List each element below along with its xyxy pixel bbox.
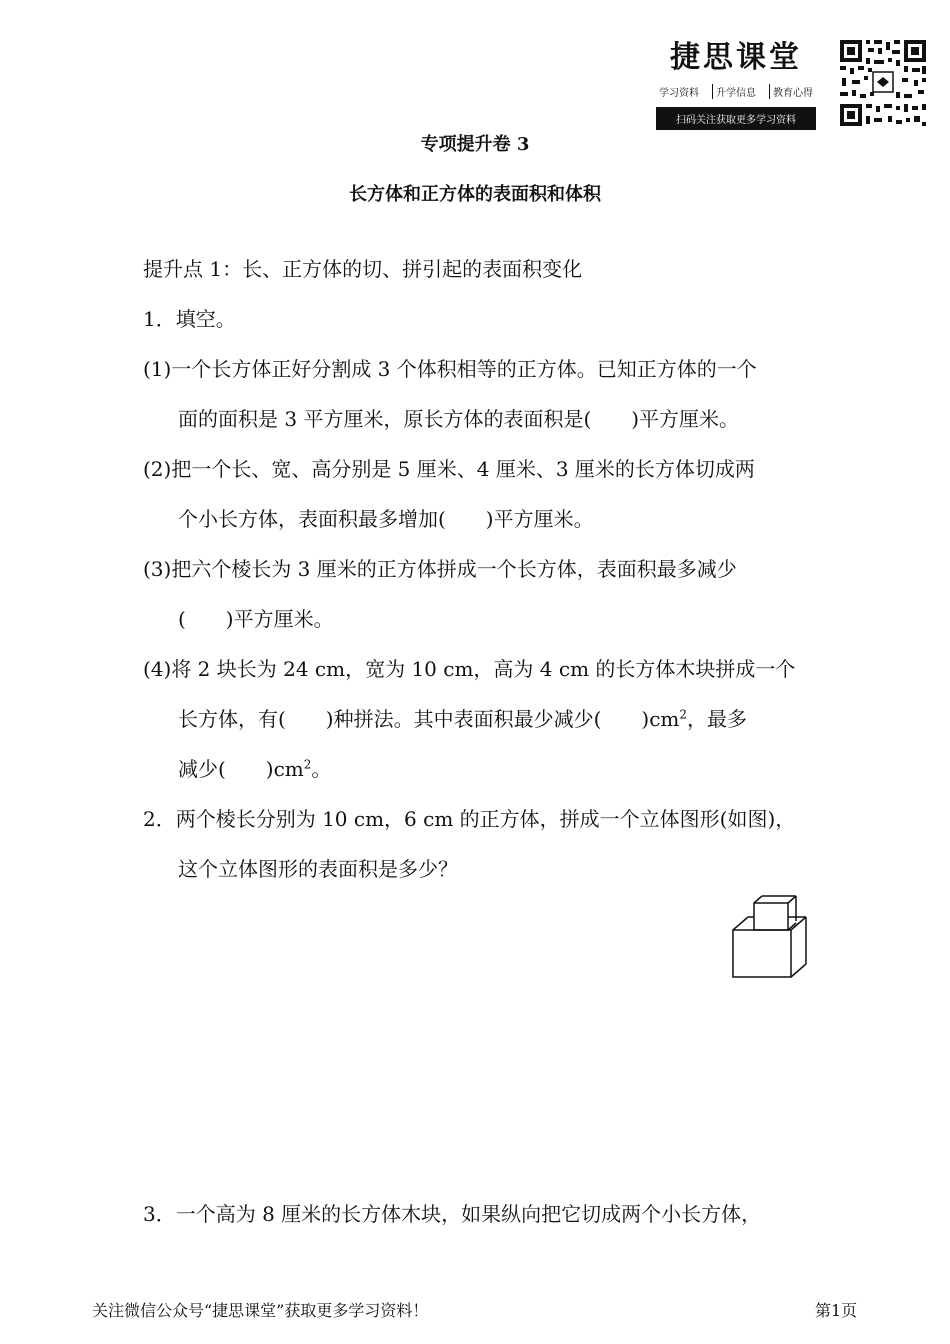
text-run: ，最多: [687, 707, 748, 731]
brand-tag: 教育心得: [769, 84, 816, 99]
question-1-part-4-cont2: [178, 753, 331, 782]
superscript: 2: [303, 757, 312, 772]
brand-name: 捷思课堂: [670, 40, 802, 75]
brand-tag: 升学信息: [712, 84, 759, 99]
brand-banner: 扫码关注获取更多学习资料: [656, 107, 816, 130]
question-1-part-1: (1)一个长方体正好分割成 3 个体积相等的正方体。已知正方体的一个: [143, 357, 757, 381]
footer-note: 关注微信公众号“捷思课堂”获取更多学习资料！: [92, 1301, 429, 1320]
superscript: 2: [679, 707, 688, 722]
stacked-cubes-figure: [730, 895, 810, 980]
question-2: 2．两个棱长分别为 10 cm，6 cm 的正方体，拼成一个立体图形(如图)，: [143, 807, 796, 831]
brand-tags: [656, 84, 816, 99]
text-run: 长方体，有( )种拼法。其中表面积最少减少( )cm: [178, 707, 680, 731]
question-2-cont: 这个立体图形的表面积是多少？: [178, 857, 458, 881]
brand-tag: 学习资料: [659, 88, 699, 99]
brand-header: [656, 32, 816, 130]
question-1-part-2-cont: 个小长方体，表面积最多增加( )平方厘米。: [178, 507, 594, 531]
page-title: 专项提升卷 3: [420, 134, 530, 155]
question-1-part-4: (4)将 2 块长为 24 cm，宽为 10 cm，高为 4 cm 的长方体木块拼成一个: [143, 657, 796, 681]
question-3: 3．一个高为 8 厘米的长方体木块，如果纵向把它切成两个小长方体，: [143, 1202, 762, 1226]
question-1-part-2: (2)把一个长、宽、高分别是 5 厘米、4 厘米、3 厘米的长方体切成两: [143, 457, 755, 481]
section-heading: 提升点 1：长、正方体的切、拼引起的表面积变化: [143, 257, 583, 281]
question-1-part-1-cont: 面的面积是 3 平方厘米，原长方体的表面积是( )平方厘米。: [178, 407, 740, 431]
question-1-stem: 1．填空。: [143, 307, 236, 331]
text-run: 。: [311, 757, 332, 781]
text-run: 减少( )cm: [178, 757, 304, 781]
question-1-part-4-cont: [178, 703, 747, 732]
question-1-part-3: (3)把六个棱长为 3 厘米的正方体拼成一个长方体，表面积最多减少: [143, 557, 737, 581]
page-subtitle: 长方体和正方体的表面积和体积: [349, 184, 601, 205]
question-1-part-3-cont: ( )平方厘米。: [178, 607, 334, 631]
qr-code-icon: [838, 38, 928, 128]
page-number: 第1页: [815, 1301, 858, 1320]
